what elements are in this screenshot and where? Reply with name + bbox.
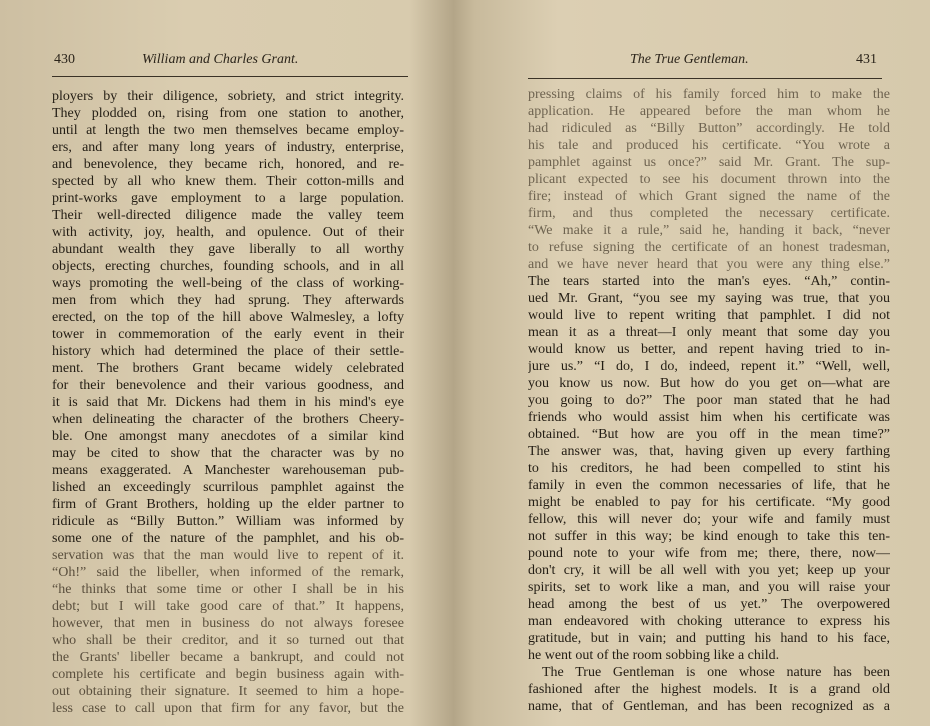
text-line: and we have never heard that you were any thing else.”	[528, 257, 890, 272]
text-line: however, that men in business do not always foresee	[52, 616, 404, 631]
text-line: he went out of the room sobbing like a child.	[528, 648, 780, 663]
running-title-left: William and Charles Grant.	[142, 52, 299, 67]
right-body-text	[528, 86, 890, 715]
header-rule-left	[52, 76, 408, 77]
text-line: “We make it a rule,” said he, handing it back, “never	[528, 223, 890, 238]
text-line: ployers by their diligence, sobriety, and strict integrity.	[52, 89, 404, 104]
text-line: pressing claims of his family forced him to make the	[528, 87, 890, 102]
text-line: the Grants' libeller became a bankrupt, and could not	[52, 650, 404, 665]
text-line: might be enabled to pay for his certificate. “My good	[528, 495, 890, 510]
text-line: family in even the common necessaries of life, that he	[528, 478, 890, 493]
text-line: ment. The brothers Grant became widely celebrated	[52, 361, 404, 376]
text-line: application. He appeared before the man whom he	[528, 104, 890, 119]
text-line: ridicule as “Billy Button.” William was informed by	[52, 514, 404, 529]
text-line: firm of Grant Brothers, holding up the elder partner to	[52, 497, 404, 512]
text-line: name, that of Gentleman, and has been recognized as a	[528, 699, 890, 714]
text-line: when delineating the character of the brothers Cheery-	[52, 412, 404, 427]
text-line: to refuse signing the certificate of an honest tradesman,	[528, 240, 890, 255]
text-line: you going to do?” The poor man stated that he had	[528, 393, 890, 408]
text-line: The True Gentleman is one whose nature has been	[542, 665, 890, 680]
text-line: spirits, set to work like a man, and you will raise your	[528, 580, 890, 595]
right-running-head	[630, 52, 888, 72]
text-line: Their well-directed diligence made the valley teem	[52, 208, 404, 223]
text-line: his tale and produced his certificate. “You wrote a	[528, 138, 890, 153]
text-line: tower in commemoration of the early event in their	[52, 327, 404, 342]
text-line: objects, erecting churches, founding schools, and in all	[52, 259, 404, 274]
text-line: don't cry, it will be all well with you yet; keep up your	[528, 563, 890, 578]
left-running-head	[54, 52, 414, 72]
text-line: not suffer in this way; be kind enough to take this ten-	[528, 529, 890, 544]
text-line: man endeavored with choking utterance to express his	[528, 614, 890, 629]
text-line: less case to call upon that firm for any favor, but the	[52, 701, 404, 716]
text-line: debt; but I will take good care of that.” It happens,	[52, 599, 404, 614]
text-line: obtained. “But how are you off in the mean time?”	[528, 427, 890, 442]
header-rule-right	[528, 78, 882, 79]
text-line: abundant wealth they gave liberally to all worthy	[52, 242, 404, 257]
text-line: servation was that the man would live to repent of it.	[52, 548, 404, 563]
text-line: ble. One amongst many anecdotes of a similar kind	[52, 429, 404, 444]
running-title-right: The True Gentleman.	[630, 52, 749, 67]
text-line: means exaggerated. A Manchester warehouseman pub-	[52, 463, 404, 478]
text-line: fire; instead of which Grant signed the name of the	[528, 189, 890, 204]
text-line: “he thinks that some time or other I shall be in his	[52, 582, 404, 597]
text-line: it is said that Mr. Dickens had them in his mind's eye	[52, 395, 404, 410]
text-line: complete his certificate and begin business again with-	[52, 667, 404, 682]
text-line: men from which they had sprung. They afterwards	[52, 293, 404, 308]
text-line: gratitude, but in vain; and putting his hand to his face,	[528, 631, 890, 646]
text-line: and benevolence, they became rich, honored, and re-	[52, 157, 404, 172]
text-line: pound note to your wife from me; there, there, now—	[528, 546, 890, 561]
text-line: some one of the nature of the pamphlet, and his ob-	[52, 531, 404, 546]
text-line: would live to repent writing that pamphlet. I did not	[528, 308, 890, 323]
text-line: The tears started into the man's eyes. “Ah,” contin-	[528, 274, 890, 289]
text-line: you know us now. But how do you get on—what are	[528, 376, 890, 391]
page-number-right: 431	[856, 52, 877, 67]
text-line: They plodded on, rising from one station to another,	[52, 106, 404, 121]
text-line: pamphlet against us once?” said Mr. Grant. The sup-	[528, 155, 890, 170]
text-line: friends who would assist him when his certificate was	[528, 410, 890, 425]
text-line: jure us.” “I do, I do, indeed, repent it.” “Well, well,	[528, 359, 890, 374]
page-number-left: 430	[54, 52, 75, 67]
text-line: fashioned after the highest models. It is a grand old	[528, 682, 890, 697]
text-line: ued Mr. Grant, “you see my saying was true, that you	[528, 291, 890, 306]
text-line: with activity, joy, health, and opulence. Out of their	[52, 225, 404, 240]
text-line: lished an exceedingly scurrilous pamphlet against the	[52, 480, 404, 495]
text-line: The answer was, that, having given up every farthing	[528, 444, 890, 459]
text-line: had ridiculed as “Billy Button” accordingly. He told	[528, 121, 890, 136]
text-line: firm, and thus completed the necessary certificate.	[528, 206, 890, 221]
left-page	[0, 0, 450, 726]
left-body-text	[52, 88, 404, 717]
text-line: “Oh!” said the libeller, when informed of the remark,	[52, 565, 404, 580]
text-line: mean it as a threat—I only meant that some day you	[528, 325, 890, 340]
text-line: until at length the two men themselves became employ-	[52, 123, 404, 138]
text-line: for their benevolence and their various goodness, and	[52, 378, 404, 393]
text-line: fellow, this will never do; your wife and family must	[528, 512, 890, 527]
text-line: who shall be their creditor, and it so turned out that	[52, 633, 404, 648]
text-line: to his creditors, he had been compelled to stint his	[528, 461, 890, 476]
text-line: ers, and after many long years of industry, enterprise,	[52, 140, 404, 155]
text-line: would know us better, and repent having tried to in-	[528, 342, 890, 357]
text-line: erected, on the top of the hill above Walmesley, a lofty	[52, 310, 404, 325]
right-page	[472, 0, 930, 726]
text-line: ways promoting the well-being of the class of working-	[52, 276, 404, 291]
text-line: plicant expected to see his document thrown into the	[528, 172, 890, 187]
text-line: history which had determined the place of their settle-	[52, 344, 404, 359]
text-line: print-works gave employment to a large population.	[52, 191, 404, 206]
text-line: spected by all who knew them. Their cotton-mills and	[52, 174, 404, 189]
text-line: out obtaining their signature. It seemed to him a hope-	[52, 684, 404, 699]
text-line: may be cited to show that the character was by no	[52, 446, 404, 461]
text-line: head among the best of us yet.” The overpowered	[528, 597, 890, 612]
